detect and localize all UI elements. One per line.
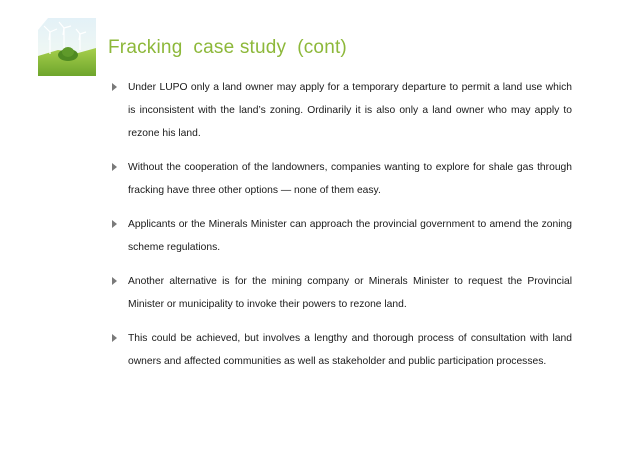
triangle-bullet-icon bbox=[112, 334, 117, 342]
triangle-bullet-icon bbox=[112, 83, 117, 91]
bullet-list bbox=[110, 76, 572, 384]
bullet-text: This could be achieved, but involves a lengthy and thorough process of consultation with land owners and affected communities as well as stakeholder and public participation processes. bbox=[128, 333, 572, 367]
bullet-text: Another alternative is for the mining company or Minerals Minister to request the Provincial Minister or municipality to invoke their powers to rezone land. bbox=[128, 276, 572, 310]
triangle-bullet-icon bbox=[112, 220, 117, 228]
bullet-text: Under LUPO only a land owner may apply for a temporary departure to permit a land use which is inconsistent with the land’s zoning. Ordinarily it is also only a land owner who may apply to rezone his land. bbox=[128, 82, 572, 139]
bullet-text: Without the cooperation of the landowners, companies wanting to explore for shale gas through fracking have three other options — none of them easy. bbox=[128, 162, 572, 196]
triangle-bullet-icon bbox=[112, 163, 117, 171]
list-item bbox=[110, 76, 572, 145]
slide-title: Fracking case study (cont) bbox=[108, 37, 347, 58]
list-item bbox=[110, 156, 572, 202]
list-item bbox=[110, 213, 572, 259]
wind-turbine-logo-icon bbox=[38, 18, 96, 76]
list-item bbox=[110, 327, 572, 373]
bullet-text: Applicants or the Minerals Minister can approach the provincial government to amend the zoning scheme regulations. bbox=[128, 219, 572, 253]
list-item bbox=[110, 270, 572, 316]
triangle-bullet-icon bbox=[112, 277, 117, 285]
